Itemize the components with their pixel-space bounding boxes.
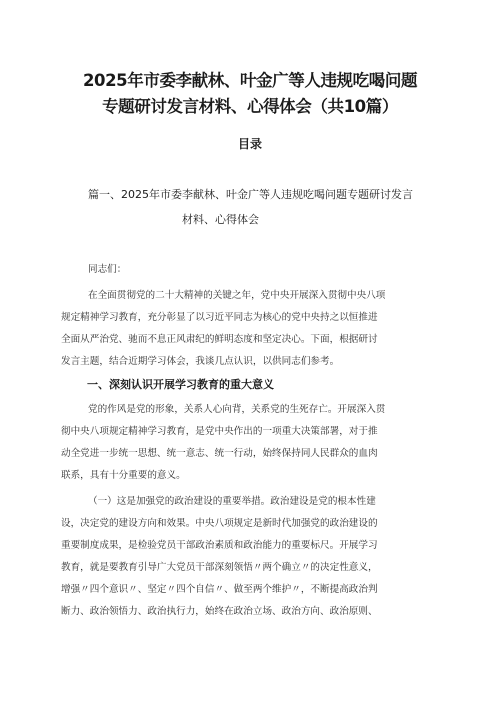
- subsection-1-line-5: 增强〃四个意识〃、坚定〃四个自信〃、做至两个维护〃，不断提高政治判: [61, 584, 378, 595]
- section-1-line-4: 联系，具有十分重要的意义。: [61, 470, 186, 481]
- toc-heading: 目录: [237, 137, 262, 151]
- section-1-heading: 一、深刻认识开展学习教育的重大意义: [87, 378, 274, 391]
- subsection-1-line-2: 设，决定党的建设方向和效果。中央八项规定是新时代加强党的政治建设的: [61, 518, 378, 529]
- intro-line-4: 发言主题，结合近期学习体会，我谈几点认识，以供同志们参考。: [61, 356, 340, 367]
- subsection-1-line-6: 断力、政治领悟力、政治执行力，始终在政治立场、政治方向、政治原则、: [61, 606, 378, 617]
- toc-item-line-2[interactable]: 材料、心得体会: [182, 213, 259, 226]
- section-1-line-3: 动全党进一步统一思想、统一意志、统一行动，始终保持同人民群众的血肉: [61, 448, 378, 459]
- intro-line-1: 在全面贯彻党的二十大精神的关键之年，党中央开展深入贯彻中央八项: [88, 290, 386, 301]
- toc-item-line-1[interactable]: 篇一、2025年市委李献林、叶金广等人违规吃喝问题专题研讨发言: [88, 188, 413, 201]
- document-title-line-2: 专题研讨发言材料、心得体会（共10篇）: [102, 97, 398, 116]
- intro-line-2: 规定精神学习教育，充分彰显了以习近平同志为核心的党中央持之以恒推进: [61, 312, 378, 323]
- section-1-line-2: 彻中央八项规定精神学习教育，是党中央作出的一项重大决策部署，对于推: [61, 426, 378, 437]
- subsection-1-line-4: 教育，就是要教育引导广大党员干部深刻领悟〃两个确立〃的决定性意义，: [61, 562, 378, 573]
- section-1-line-1: 党的作风是党的形象，关系人心向背，关系党的生死存亡。开展深入贯: [88, 404, 386, 415]
- intro-line-3: 全面从严治党、驰而不息正风肃纪的鲜明态度和坚定决心。下面，根据研讨: [61, 334, 378, 345]
- subsection-1-line-3: 重要制度成果，是检验党员干部政治素质和政治能力的重要标尺。开展学习: [61, 540, 378, 551]
- subsection-1-line-1: （一）这是加强党的政治建设的重要举措。政治建设是党的根本性建: [88, 496, 376, 507]
- document-title-line-1: 2025年市委李献林、叶金广等人违规吃喝问题: [82, 71, 418, 90]
- salutation: 同志们：: [88, 264, 127, 275]
